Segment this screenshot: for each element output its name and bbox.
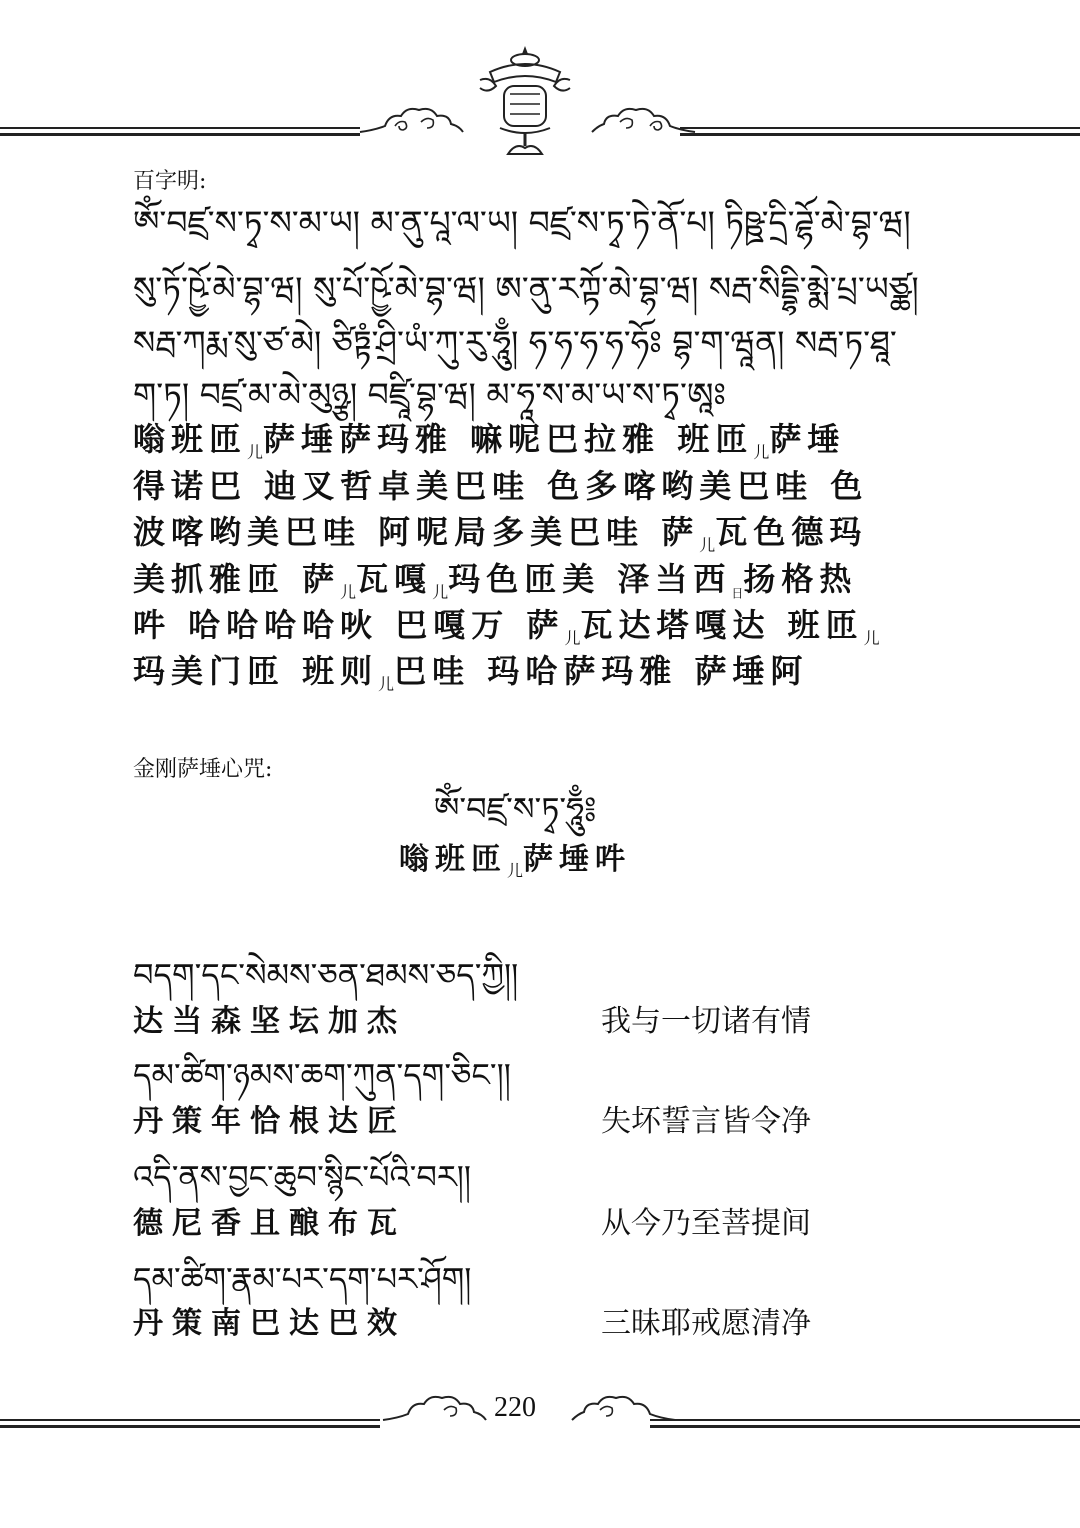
chinese-mantra-line: 玛美门匝 班则$_儿$巴哇 玛哈萨玛雅 萨埵阿 (133, 652, 809, 694)
verse-transliteration: 德尼香且酿布瓦 (133, 1206, 406, 1241)
chinese-mantra-line: 美抓雅匝 萨$_儿$瓦嘎$_儿$玛色匝美 泽当西$_日$扬格热 (133, 560, 858, 602)
hundred-syllable-label: 百字明: (133, 169, 207, 194)
header-right-cloud-icon (590, 100, 700, 140)
header-left-cloud-icon (355, 100, 465, 140)
vajrasattva-heart-mantra-label: 金刚萨埵心咒: (133, 757, 273, 782)
heart-mantra-tibetan: ཨོཾ་བཛྲ་ས་ཏྭ་ཧཱུྃ༔ (433, 790, 597, 828)
verse-tibetan: བདག་དང་སེམས་ཅན་ཐམས་ཅད་ཀྱི།། (133, 956, 519, 994)
verse-tibetan: དམ་ཚིག་རྣམ་པར་དག་པར་ཤོག། (133, 1260, 472, 1298)
heart-mantra-chinese: 嗡班匝$_儿$萨埵吽 (398, 842, 631, 880)
tibetan-mantra-line: ཨོཾ་བཛྲ་ས་ཏྭ་ས་མ་ཡ། མ་ནུ་པཱ་ལ་ཡ། བཛྲ་ས་ཏྭ་ཏེ་ནོ་པ། ཏིཥྛ་དྲི་ཌྷོ་མེ་བྷ་ཝ། (133, 203, 911, 242)
verse-translation: 三昧耶戒愿清净 (601, 1306, 811, 1341)
verse-tibetan: འདི་ནས་བྱང་ཆུབ་སྙིང་པོའི་བར།། (133, 1158, 472, 1196)
tibetan-mantra-line: ག་ཏ། བཛྲ་མ་མེ་མུཉྩ། བཛྲཱི་བྷ་ཝ། མ་ཧཱ་ས་མ་ཡ་ས་ཏྭ་ཨཱཿ (133, 375, 726, 414)
verse-tibetan: དམ་ཚིག་ཉམས་ཆག་ཀུན་དག་ཅིང་།། (133, 1056, 511, 1094)
verse-translation: 我与一切诸有情 (601, 1004, 811, 1039)
verse-translation: 失坏誓言皆令净 (601, 1104, 811, 1139)
victory-banner-emblem-icon (470, 42, 580, 162)
verse-transliteration: 达当森坚坛加杰 (133, 1004, 406, 1039)
verse-translation: 从今乃至菩提间 (601, 1206, 811, 1241)
page-number: 220 (494, 1392, 536, 1423)
chinese-mantra-line: 吽 哈哈哈哈吙 巴嘎万 萨$_儿$瓦达塔嘎达 班匝$_儿$ (133, 606, 880, 648)
chinese-mantra-line: 嗡班匝$_儿$萨埵萨玛雅 嘛呢巴拉雅 班匝$_儿$萨埵 (133, 420, 846, 462)
verse-transliteration: 丹策年恰根达匠 (133, 1104, 406, 1139)
chinese-mantra-line: 得诺巴 迪叉哲卓美巴哇 色多喀哟美巴哇 色 (133, 467, 869, 505)
chinese-mantra-line: 波喀哟美巴哇 阿呢局多美巴哇 萨$_儿$瓦色德玛 (133, 513, 868, 555)
tibetan-mantra-line: སུ་ཏོ་ཥྱོ་མེ་བྷ་ཝ། སུ་པོ་ཥྱོ་མེ་བྷ་ཝ། ཨ་ནུ་རཀྟོ་མེ་བྷ་ཝ། སརྦ་སིདྡྷི་མྨེ་པྲ་ཡཙྪ། (133, 269, 919, 308)
tibetan-mantra-line: སརྦ་ཀརྨ་སུ་ཙ་མེ། ཙིཏྟཾ་ཤྲི་ཡཾ་ཀུ་རུ་ཧཱུྃ། ཧ་ཧ་ཧ་ཧ་ཧོཿ བྷ་ག་ཝཱན། སརྦ་ཏ་ཐཱ་ (133, 323, 897, 362)
verse-transliteration: 丹策南巴达巴效 (133, 1306, 406, 1341)
